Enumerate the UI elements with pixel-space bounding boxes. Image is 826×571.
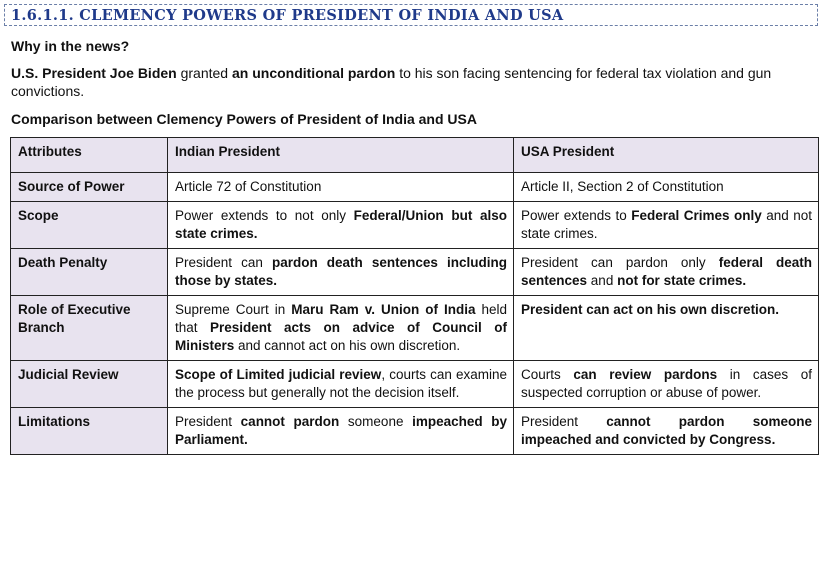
cell-text-segment: Power extends to [521, 208, 632, 223]
cell-text-segment: President [521, 414, 607, 429]
cell-text-segment: in cases of suspected corruption or abuse of power. [521, 367, 812, 400]
indian-president-cell [168, 361, 514, 408]
cell-text-segment: can review pardons [573, 367, 718, 382]
cell-text-segment: Power extends to not only [175, 208, 354, 223]
header-indian-president: Indian President [168, 138, 514, 173]
header-attributes: Attributes [11, 138, 168, 173]
usa-president-cell [514, 202, 819, 249]
cell-text-segment: , courts can examine the process but generally not the decision itself. [175, 367, 507, 400]
cell-text-segment: President can pardon only [521, 255, 719, 270]
cell-text-segment: and not state crimes. [521, 208, 812, 241]
table-row [11, 296, 819, 361]
usa-president-cell [514, 173, 819, 202]
news-segment: U.S. President Joe Biden [11, 65, 177, 81]
why-in-news-label: Why in the news? [11, 38, 130, 54]
comparison-title: Comparison between Clemency Powers of President of India and USA [11, 111, 477, 127]
indian-president-cell [168, 296, 514, 361]
news-segment: an unconditional pardon [231, 65, 396, 81]
cell-text-segment: Article II, Section 2 of Constitution [521, 179, 724, 194]
cell-text-segment: Courts [521, 367, 574, 382]
indian-president-cell [168, 249, 514, 296]
cell-text-segment: federal death sentences [521, 255, 813, 288]
usa-president-cell [514, 361, 819, 408]
comparison-table [10, 137, 819, 455]
indian-president-cell [168, 408, 514, 455]
section-heading: 1.6.1.1. CLEMENCY POWERS OF PRESIDENT OF INDIA AND USA [11, 7, 564, 24]
cell-text-segment: and cannot act on his own discretion. [234, 338, 461, 353]
table-row [11, 202, 819, 249]
section-heading-box [4, 4, 818, 26]
usa-president-cell [514, 408, 819, 455]
cell-text-segment: pardon death sentences including those by states. [175, 255, 507, 288]
table-header-row [11, 138, 819, 173]
indian-president-cell [168, 173, 514, 202]
cell-text-segment: President acts on advice of Council of Ministers [175, 320, 507, 353]
cell-text-segment: Scope of Limited judicial review [175, 367, 382, 382]
cell-text-segment: held that [175, 302, 507, 335]
table-row [11, 249, 819, 296]
attribute-cell: Judicial Review [11, 361, 168, 408]
indian-president-cell [168, 202, 514, 249]
table-row [11, 361, 819, 408]
cell-text-segment: impeached by Parliament. [175, 414, 507, 447]
usa-president-cell [514, 249, 819, 296]
news-segment: to his son facing sentencing for federal tax violation and gun convictions. [11, 65, 772, 99]
attribute-cell: Limitations [11, 408, 168, 455]
table-row [11, 408, 819, 455]
cell-text-segment: Supreme Court in [175, 302, 292, 317]
attribute-cell: Role of Executive Branch [11, 296, 168, 361]
header-usa-president: USA President [514, 138, 819, 173]
cell-text-segment: Maru Ram v. Union of India [291, 302, 476, 317]
cell-text-segment: President can [175, 255, 272, 270]
cell-text-segment: Article 72 of Constitution [175, 179, 322, 194]
attribute-cell: Source of Power [11, 173, 168, 202]
cell-text-segment: Federal Crimes only [631, 208, 762, 223]
usa-president-cell [514, 296, 819, 361]
attribute-cell: Scope [11, 202, 168, 249]
cell-text-segment: cannot pardon someone impeached and convicted by Congress. [521, 414, 812, 447]
cell-text-segment: cannot pardon [240, 414, 340, 429]
cell-text-segment: Federal/Union but also state crimes. [175, 208, 508, 241]
news-segment: granted [176, 65, 232, 81]
news-paragraph [11, 64, 823, 100]
cell-text-segment: someone [339, 414, 413, 429]
cell-text-segment: President can act on his own discretion. [521, 302, 780, 317]
table-row [11, 173, 819, 202]
cell-text-segment: and [587, 273, 618, 288]
attribute-cell: Death Penalty [11, 249, 168, 296]
cell-text-segment: President [175, 414, 241, 429]
cell-text-segment: not for state crimes. [617, 273, 747, 288]
